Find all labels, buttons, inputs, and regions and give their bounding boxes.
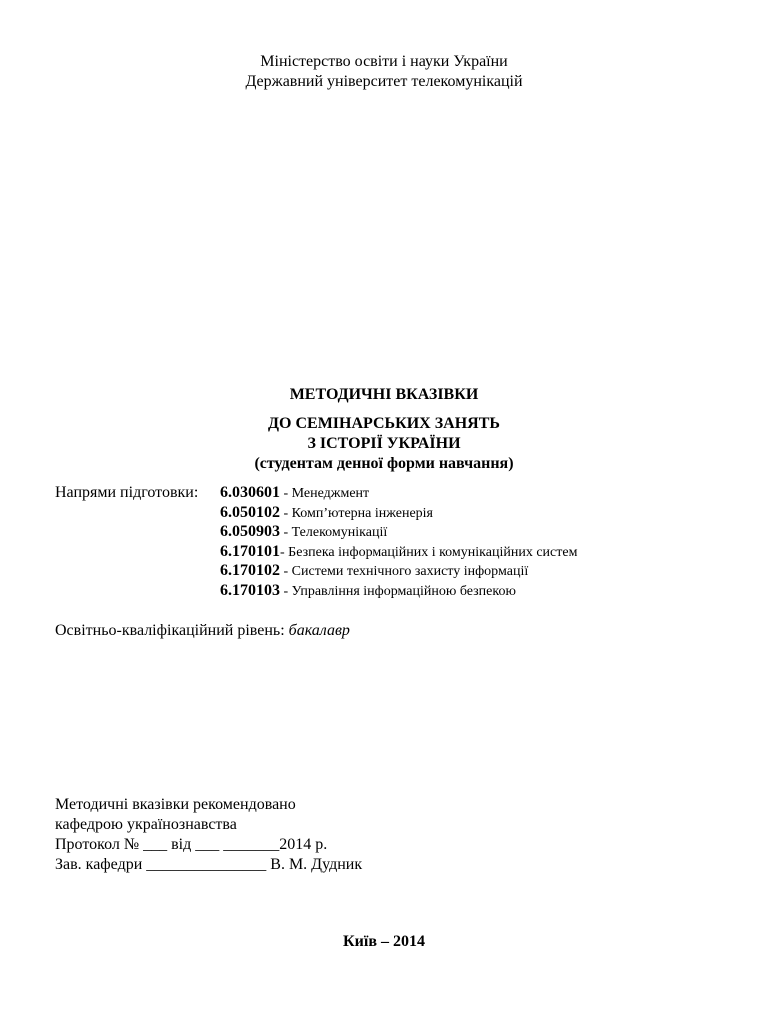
field-code: 6.170103 (220, 582, 280, 599)
doc-title-line-3: З ІСТОРІЇ УКРАЇНИ (307, 435, 461, 452)
protocol-line: Протокол № ___ від ___ _______2014 р. (55, 836, 328, 853)
field-code: 6.030601 (220, 484, 280, 501)
field-item (220, 581, 516, 602)
field-item (220, 483, 369, 504)
field-code: 6.170101 (220, 543, 280, 560)
approval-line-2: кафедрою українознавства (55, 816, 237, 833)
head-of-department-line: Зав. кафедри _______________ В. М. Дудник (55, 856, 363, 873)
field-name: - Управління інформаційною безпекою (280, 584, 516, 599)
field-name: - Комп’ютерна інженерія (280, 506, 433, 521)
field-code: 6.050102 (220, 504, 280, 521)
fields-label: Напрями підготовки: (55, 484, 199, 501)
city-year: Київ – 2014 (343, 933, 425, 950)
field-item (220, 561, 528, 582)
field-item (220, 503, 433, 524)
university-name: Державний університет телекомунікацій (245, 73, 523, 90)
qualification-label: Освітньо-кваліфікаційний рівень: (55, 622, 289, 639)
doc-title-line-2: ДО СЕМІНАРСЬКИХ ЗАНЯТЬ (268, 415, 500, 432)
field-item (220, 542, 577, 563)
approval-line-1: Методичні вказівки рекомендовано (55, 796, 296, 813)
field-code: 6.050903 (220, 523, 280, 540)
doc-title-line-1: МЕТОДИЧНІ ВКАЗІВКИ (289, 386, 479, 403)
ministry-name: Міністерство освіти і науки України (260, 53, 508, 70)
field-name: - Менеджмент (280, 486, 370, 501)
field-name: - Системи технічного захисту інформації (280, 564, 529, 579)
qualification-line (55, 621, 350, 641)
field-name: - Безпека інформаційних і комунікаційних систем (280, 545, 578, 560)
doc-subtitle: (студентам денної форми навчання) (254, 455, 514, 472)
field-item (220, 522, 387, 543)
field-name: - Телекомунікації (280, 525, 388, 540)
qualification-value: бакалавр (288, 622, 350, 639)
field-code: 6.170102 (220, 562, 280, 579)
